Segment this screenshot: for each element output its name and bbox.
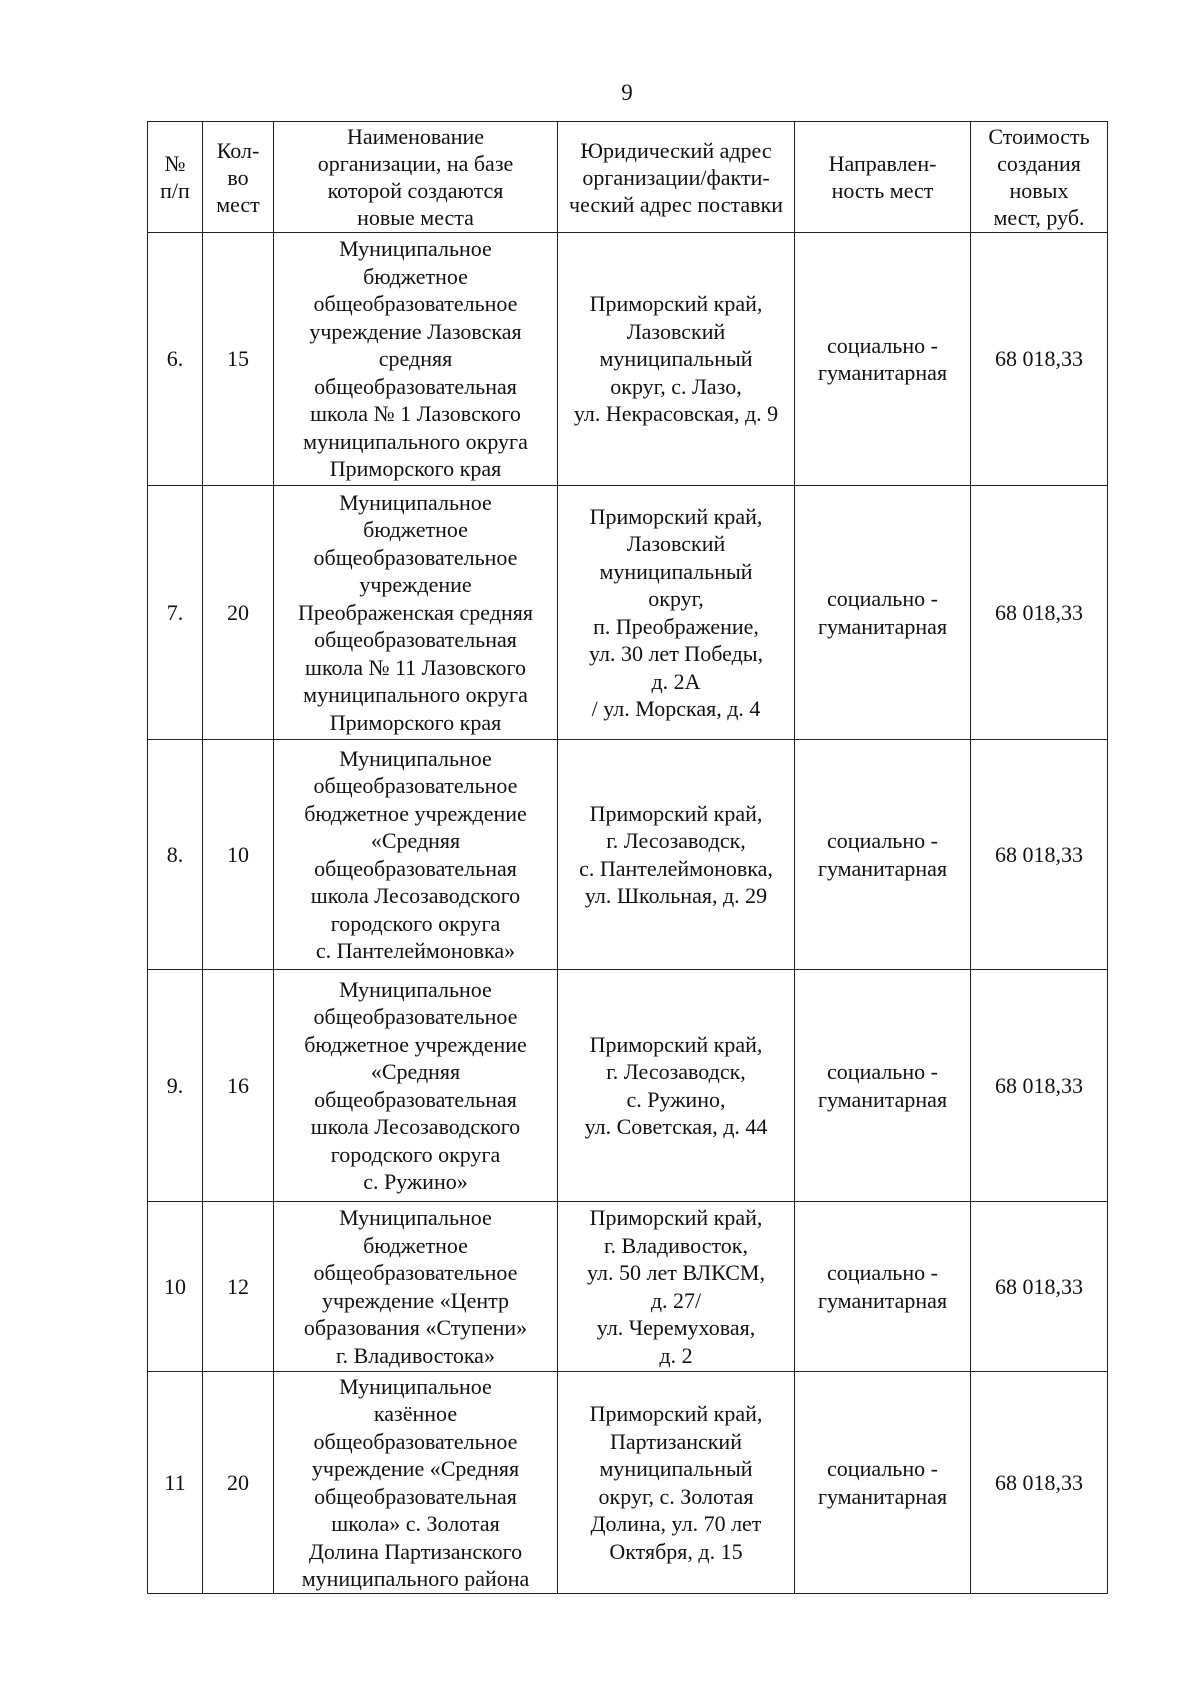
- text-line: муниципального округа: [303, 428, 528, 454]
- text-line: д. 2: [659, 1342, 693, 1368]
- text-line: гуманитарная: [817, 1086, 948, 1112]
- text-line: Направлен-: [828, 151, 937, 176]
- text-line: ул. Некрасовская, д. 9: [573, 401, 779, 427]
- text-line: Кол-: [216, 137, 260, 163]
- text-line: №: [164, 151, 186, 176]
- text-line: которой создаются: [327, 178, 504, 203]
- text-line: Октября, д. 15: [609, 1538, 743, 1564]
- cell-number: 9.: [148, 970, 203, 1202]
- text-line: создания: [997, 151, 1081, 176]
- cell-focus: [795, 740, 971, 970]
- text-line: школа Лесозаводского: [310, 1114, 521, 1139]
- text-line: гуманитарная: [817, 855, 948, 881]
- text-line: Долина Партизанского: [308, 1538, 523, 1564]
- text-line: Муниципальное: [339, 976, 492, 1002]
- cell-organization: [274, 1202, 558, 1372]
- text-line: Наименование: [346, 124, 485, 149]
- cell-address: [558, 486, 795, 740]
- cell-number: 10: [148, 1202, 203, 1372]
- text-line: общеобразовательная: [314, 373, 517, 399]
- header-number: [148, 122, 203, 233]
- cell-address: [558, 1372, 795, 1594]
- text-line: Приморского края: [329, 709, 502, 735]
- cell-number: 11: [148, 1372, 203, 1594]
- cell-number: 7.: [148, 486, 203, 740]
- text-line: Партизанский: [610, 1428, 742, 1454]
- cell-cost: 68 018,33: [971, 1202, 1108, 1372]
- cell-number: 8.: [148, 740, 203, 970]
- table-row: [148, 486, 1108, 740]
- text-line: Приморский край,: [589, 1205, 763, 1230]
- text-line: п/п: [160, 178, 190, 203]
- text-line: гуманитарная: [817, 1483, 948, 1509]
- cell-cost: 68 018,33: [971, 233, 1108, 486]
- text-line: общеобразовательное: [313, 291, 518, 317]
- cell-address: [558, 233, 795, 486]
- text-line: Муниципальное: [339, 489, 492, 515]
- cell-address: [558, 970, 795, 1202]
- text-line: с. Ружино,: [626, 1086, 726, 1112]
- text-line: общеобразовательное: [313, 773, 518, 798]
- text-line: образования «Ступени»: [303, 1315, 528, 1340]
- text-line: Муниципальное: [339, 1373, 492, 1399]
- text-line: Муниципальное: [339, 236, 492, 262]
- header-organization: [274, 122, 558, 233]
- table-row: [148, 1202, 1108, 1372]
- text-line: городского округа: [330, 910, 501, 936]
- cell-cost: 68 018,33: [971, 486, 1108, 740]
- table-row: [148, 1372, 1108, 1594]
- text-line: общеобразовательное: [313, 1260, 518, 1285]
- text-line: учреждение «Центр: [321, 1287, 510, 1313]
- cell-organization: [274, 233, 558, 486]
- cell-cost: 68 018,33: [971, 1372, 1108, 1594]
- text-line: бюджетное: [363, 517, 468, 543]
- text-line: Лазовский: [626, 531, 726, 556]
- text-line: учреждение: [359, 572, 472, 598]
- table-row: [148, 970, 1108, 1202]
- text-line: Стоимость: [988, 124, 1090, 149]
- text-line: гуманитарная: [817, 613, 948, 639]
- text-line: д. 2А: [651, 668, 701, 694]
- text-line: г. Лесозаводск,: [606, 1059, 746, 1084]
- text-line: с. Пантелеймоновка»: [315, 938, 516, 963]
- header-count: [203, 122, 274, 233]
- text-line: мест, руб.: [993, 205, 1085, 230]
- text-line: ул. Черемуховая,: [596, 1315, 756, 1340]
- cell-organization: [274, 486, 558, 740]
- text-line: Приморский край,: [589, 291, 763, 317]
- text-line: ул. 30 лет Победы,: [588, 641, 764, 666]
- text-line: ность мест: [831, 178, 934, 203]
- text-line: мест: [216, 191, 260, 217]
- cell-address: [558, 1202, 795, 1372]
- text-line: бюджетное: [363, 263, 468, 289]
- cell-organization: [274, 970, 558, 1202]
- table-row: [148, 740, 1108, 970]
- text-line: общеобразовательное: [313, 1004, 518, 1029]
- text-line: Приморский край,: [589, 503, 763, 529]
- text-line: округ, с. Лазо,: [610, 373, 742, 399]
- text-line: Муниципальное: [339, 745, 492, 771]
- text-line: учреждение Лазовская: [309, 318, 522, 344]
- text-line: во: [227, 164, 249, 190]
- text-line: школа № 1 Лазовского: [310, 401, 521, 427]
- text-line: ул. Советская, д. 44: [584, 1114, 768, 1139]
- text-line: г. Владивостока»: [336, 1342, 495, 1368]
- text-line: социально -: [827, 1456, 938, 1481]
- text-line: муниципального округа: [303, 682, 528, 708]
- text-line: социально -: [827, 828, 938, 853]
- text-line: социально -: [827, 586, 938, 611]
- header-focus: [795, 122, 971, 233]
- text-line: д. 27/: [650, 1287, 702, 1313]
- text-line: Преображенская средняя: [297, 599, 533, 625]
- text-line: п. Преображение,: [593, 613, 759, 639]
- text-line: школа Лесозаводского: [310, 883, 521, 908]
- cell-count: 16: [203, 970, 274, 1202]
- text-line: общеобразовательное: [313, 544, 518, 570]
- cell-count: 10: [203, 740, 274, 970]
- text-line: школа» с. Золотая: [331, 1511, 500, 1536]
- text-line: с. Ружино»: [363, 1169, 468, 1194]
- text-line: ческий адрес поставки: [569, 191, 783, 217]
- text-line: Лазовский: [626, 318, 726, 344]
- cell-focus: [795, 233, 971, 486]
- text-line: муниципального района: [301, 1566, 530, 1591]
- text-line: казённое: [373, 1401, 458, 1426]
- places-table: [147, 121, 1108, 1594]
- cell-count: 12: [203, 1202, 274, 1372]
- cell-cost: 68 018,33: [971, 740, 1108, 970]
- text-line: бюджетное: [363, 1232, 468, 1258]
- text-line: социально -: [827, 332, 938, 358]
- text-line: бюджетное учреждение: [304, 1031, 527, 1057]
- header-cost: [971, 122, 1108, 233]
- text-line: учреждение «Средняя: [311, 1456, 520, 1481]
- text-line: Долина, ул. 70 лет: [590, 1511, 762, 1536]
- text-line: социально -: [827, 1059, 938, 1084]
- table-row: [148, 233, 1108, 486]
- text-line: округ,: [648, 586, 704, 611]
- text-line: «Средняя: [370, 1059, 461, 1084]
- text-line: социально -: [827, 1260, 938, 1285]
- cell-focus: [795, 1202, 971, 1372]
- text-line: общеобразовательная: [314, 1483, 517, 1509]
- text-line: муниципальный: [599, 1456, 753, 1481]
- text-line: городского округа: [330, 1141, 501, 1167]
- text-line: «Средняя: [370, 828, 461, 853]
- text-line: с. Пантелеймоновка,: [579, 855, 773, 881]
- text-line: организации/факти-: [582, 164, 770, 190]
- text-line: школа № 11 Лазовского: [305, 654, 526, 680]
- text-line: г. Владивосток,: [604, 1232, 748, 1258]
- cell-focus: [795, 1372, 971, 1594]
- text-line: новые места: [357, 205, 474, 230]
- cell-number: 6.: [148, 233, 203, 486]
- cell-focus: [795, 486, 971, 740]
- text-line: Муниципальное: [339, 1205, 492, 1230]
- page-number: 9: [621, 80, 633, 105]
- text-line: общеобразовательное: [313, 1428, 518, 1454]
- cell-organization: [274, 740, 558, 970]
- text-line: Приморский край,: [589, 1401, 763, 1426]
- text-line: г. Лесозаводск,: [606, 828, 746, 853]
- text-line: Юридический адрес: [580, 137, 772, 163]
- cell-organization: [274, 1372, 558, 1594]
- text-line: общеобразовательная: [314, 1086, 517, 1112]
- text-line: организации, на базе: [317, 151, 514, 176]
- cell-cost: 68 018,33: [971, 970, 1108, 1202]
- table-header-row: [148, 122, 1108, 233]
- text-line: муниципальный: [599, 346, 753, 372]
- text-line: / ул. Морская, д. 4: [591, 696, 761, 721]
- text-line: Приморский край,: [589, 1031, 763, 1057]
- text-line: муниципальный: [599, 558, 753, 584]
- text-line: общеобразовательная: [314, 627, 517, 653]
- header-address: [558, 122, 795, 233]
- text-line: Приморского края: [329, 456, 502, 482]
- text-line: новых: [1009, 178, 1069, 203]
- cell-address: [558, 740, 795, 970]
- cell-count: 20: [203, 1372, 274, 1594]
- cell-count: 15: [203, 233, 274, 486]
- text-line: округ, с. Золотая: [598, 1483, 754, 1509]
- text-line: бюджетное учреждение: [304, 800, 527, 826]
- text-line: гуманитарная: [817, 360, 948, 385]
- text-line: ул. Школьная, д. 29: [584, 883, 768, 908]
- text-line: общеобразовательная: [314, 855, 517, 881]
- text-line: гуманитарная: [817, 1287, 948, 1313]
- text-line: ул. 50 лет ВЛКСМ,: [587, 1260, 765, 1285]
- text-line: Приморский край,: [589, 800, 763, 826]
- cell-count: 20: [203, 486, 274, 740]
- cell-focus: [795, 970, 971, 1202]
- text-line: средняя: [378, 346, 453, 372]
